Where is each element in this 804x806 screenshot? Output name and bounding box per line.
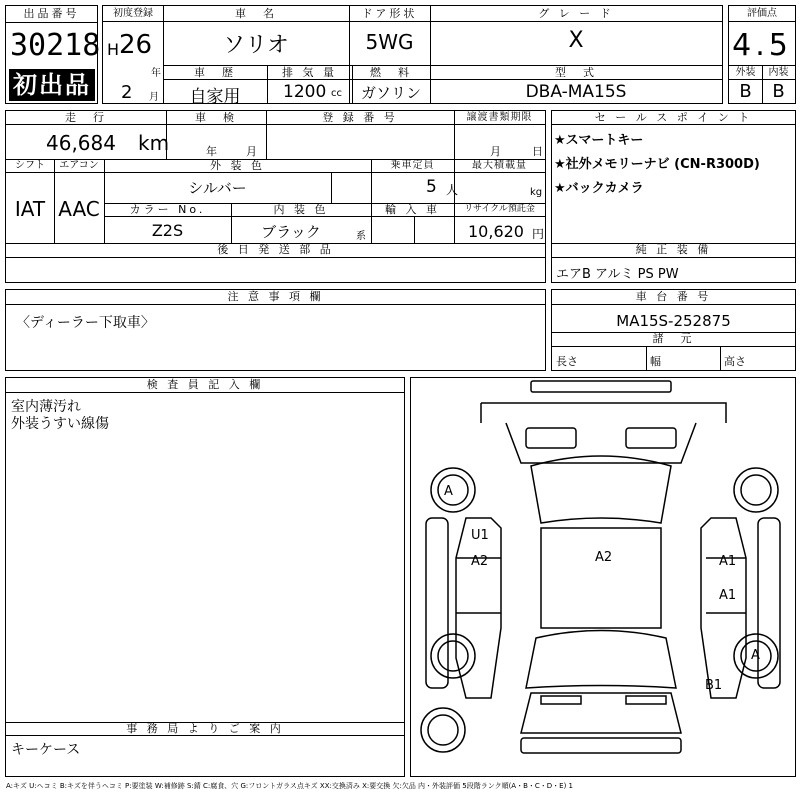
capacity-label: 乗車定員	[390, 160, 435, 171]
detail-box	[5, 110, 546, 283]
fuel: ガソリン	[360, 84, 421, 102]
rear-window	[526, 631, 676, 689]
left-sill	[426, 518, 448, 688]
first-reg-month: 2	[121, 82, 133, 103]
model-label: 型 式	[555, 66, 597, 79]
office-value: キーケース	[11, 742, 81, 758]
mark-rear-right-tire: A	[751, 648, 760, 663]
roof	[541, 528, 661, 628]
inspector-label: 検 査 員 記 入 欄	[146, 378, 264, 391]
insp-year-unit: 年	[206, 145, 217, 158]
first-reg-label: 初度登録	[113, 8, 153, 19]
color-label: 外 装 色	[210, 159, 265, 172]
chassis-label: 車 台 番 号	[635, 290, 712, 303]
displacement-label: 排 気 量	[282, 66, 337, 79]
inspector-box	[5, 377, 405, 777]
mark-a1-right-rear: A1	[719, 588, 737, 603]
chassis-number: MA15S-252875	[616, 312, 731, 330]
tailgate	[521, 693, 681, 733]
score-label: 評価点	[747, 8, 777, 19]
interior-label: 内装	[768, 67, 789, 78]
chassis-box	[551, 289, 796, 371]
notes-value: 〈ディーラー下取車〉	[16, 315, 155, 331]
month-unit: 月	[149, 92, 159, 103]
height-label: 高さ	[724, 355, 746, 368]
sales-label: セ ー ル ス ポ イ ン ト	[594, 111, 753, 124]
score-box	[728, 5, 796, 104]
mileage-label: 走 行	[65, 111, 107, 124]
transfer-label: 譲渡書類期限	[466, 112, 533, 123]
front-frame	[506, 423, 696, 463]
width-label: 幅	[650, 355, 661, 368]
lot-label: 出品番号	[23, 7, 80, 20]
car-name: ソリオ	[223, 33, 289, 58]
recycle-fee: 10,620	[468, 222, 524, 241]
body-color: シルバー	[188, 179, 247, 197]
ac-label: エアコン	[59, 160, 99, 171]
notes-label: 注 意 事 項 欄	[227, 290, 324, 303]
rear-left-light	[541, 696, 581, 704]
int-color-suffix: 系	[356, 231, 366, 242]
legend: A:キズ U:ヘコミ B:キズを伴うヘコミ P:要塗装 W:補修跡 S:錆 C:腐食、穴 G:フロントガラス点キズ XX:交換済み X:要交換 欠:欠品 内・外装評価 5段階ランク順(A・B・C・D・E) 1	[6, 782, 574, 790]
office-label: 事 務 局 よ り ご 案 内	[126, 722, 284, 735]
exterior-grade: B	[739, 81, 752, 102]
mileage: 46,684	[46, 131, 116, 155]
vehicle-info-box	[102, 5, 723, 107]
first-reg-year: 26	[119, 30, 153, 60]
sales-point-2: ★社外メモリーナビ (CN-R300D)	[554, 157, 760, 172]
grade: X	[568, 28, 584, 53]
transfer-day-unit: 日	[532, 145, 543, 158]
history: 自家用	[189, 87, 241, 107]
inspector-line-1: 室内薄汚れ	[11, 399, 81, 415]
car-name-label: 車 名	[235, 7, 277, 20]
inspection-label: 車 検	[195, 111, 237, 124]
rear-right-light	[626, 696, 666, 704]
hood-frame	[481, 403, 726, 423]
inspector-line-2: 外装うすい線傷	[11, 416, 109, 432]
sales-point-3: ★バックカメラ	[554, 181, 644, 196]
door-lines	[456, 558, 746, 613]
car-outline	[411, 378, 795, 776]
color-no-label: カラー No.	[129, 203, 206, 216]
fuel-label: 燃 料	[370, 66, 412, 79]
front-right-light	[626, 428, 676, 448]
shift-label: シフト	[15, 160, 45, 171]
door-type: 5WG	[365, 30, 414, 54]
capacity: 5	[426, 177, 437, 197]
car-diagram	[410, 377, 796, 777]
mark-a2-roof: A2	[595, 550, 613, 565]
mark-a2-left: A2	[471, 554, 489, 569]
mark-u1: U1	[471, 528, 489, 543]
shift: IAT	[14, 197, 46, 221]
model: DBA-MA15S	[525, 82, 627, 102]
lot-number: 30218	[10, 28, 101, 63]
sales-point-1: ★スマートキー	[554, 133, 644, 148]
insp-month-unit: 月	[246, 145, 257, 158]
maxload-label: 最大積載量	[472, 160, 527, 171]
windshield	[531, 456, 671, 523]
mark-front-left-tire: A	[444, 484, 453, 499]
left-side	[456, 518, 501, 698]
history-label: 車 歴	[194, 66, 236, 79]
recycle-label: リサイクル預託金	[464, 204, 535, 214]
equipment-label: 純 正 装 備	[635, 243, 712, 256]
year-unit: 年	[151, 68, 161, 79]
import-label: 輸 入 車	[385, 203, 440, 216]
front-bumper-shape	[531, 381, 671, 392]
era: H	[107, 40, 120, 59]
kg-unit: kg	[530, 187, 543, 198]
dims-label: 諸 元	[652, 332, 695, 345]
int-color-label: 内 装 色	[273, 203, 329, 216]
color-no: Z2S	[151, 221, 184, 240]
transfer-month-unit: 月	[490, 145, 501, 158]
notes-box	[5, 289, 546, 371]
rear-bumper-shape	[521, 738, 681, 753]
mark-a1-right-front: A1	[719, 554, 737, 569]
cc-unit: cc	[331, 88, 342, 99]
mark-b1: B1	[705, 678, 723, 693]
grade-label: グ レ ー ド	[538, 7, 614, 20]
door-label: ドア形状	[361, 7, 418, 20]
front-left-light	[526, 428, 576, 448]
equipment-value: エアB アルミ PS PW	[556, 267, 679, 282]
exterior-label: 外装	[735, 67, 756, 78]
score: 4.5	[732, 28, 792, 63]
length-label: 長さ	[556, 355, 578, 368]
first-listing-stamp: 初出品	[9, 69, 95, 101]
lot-box	[5, 5, 101, 104]
later-parts-label: 後 日 発 送 部 品	[217, 243, 334, 256]
yen-unit: 円	[532, 227, 545, 241]
plate-label: 登 録 番 号	[322, 111, 398, 124]
int-color: ブラック	[261, 223, 321, 241]
km-unit: km	[138, 131, 170, 155]
ac: AAC	[58, 197, 100, 221]
sales-box	[551, 110, 796, 283]
interior-grade: B	[772, 81, 785, 102]
displacement: 1200	[283, 82, 327, 102]
capacity-unit: 人	[446, 183, 459, 197]
